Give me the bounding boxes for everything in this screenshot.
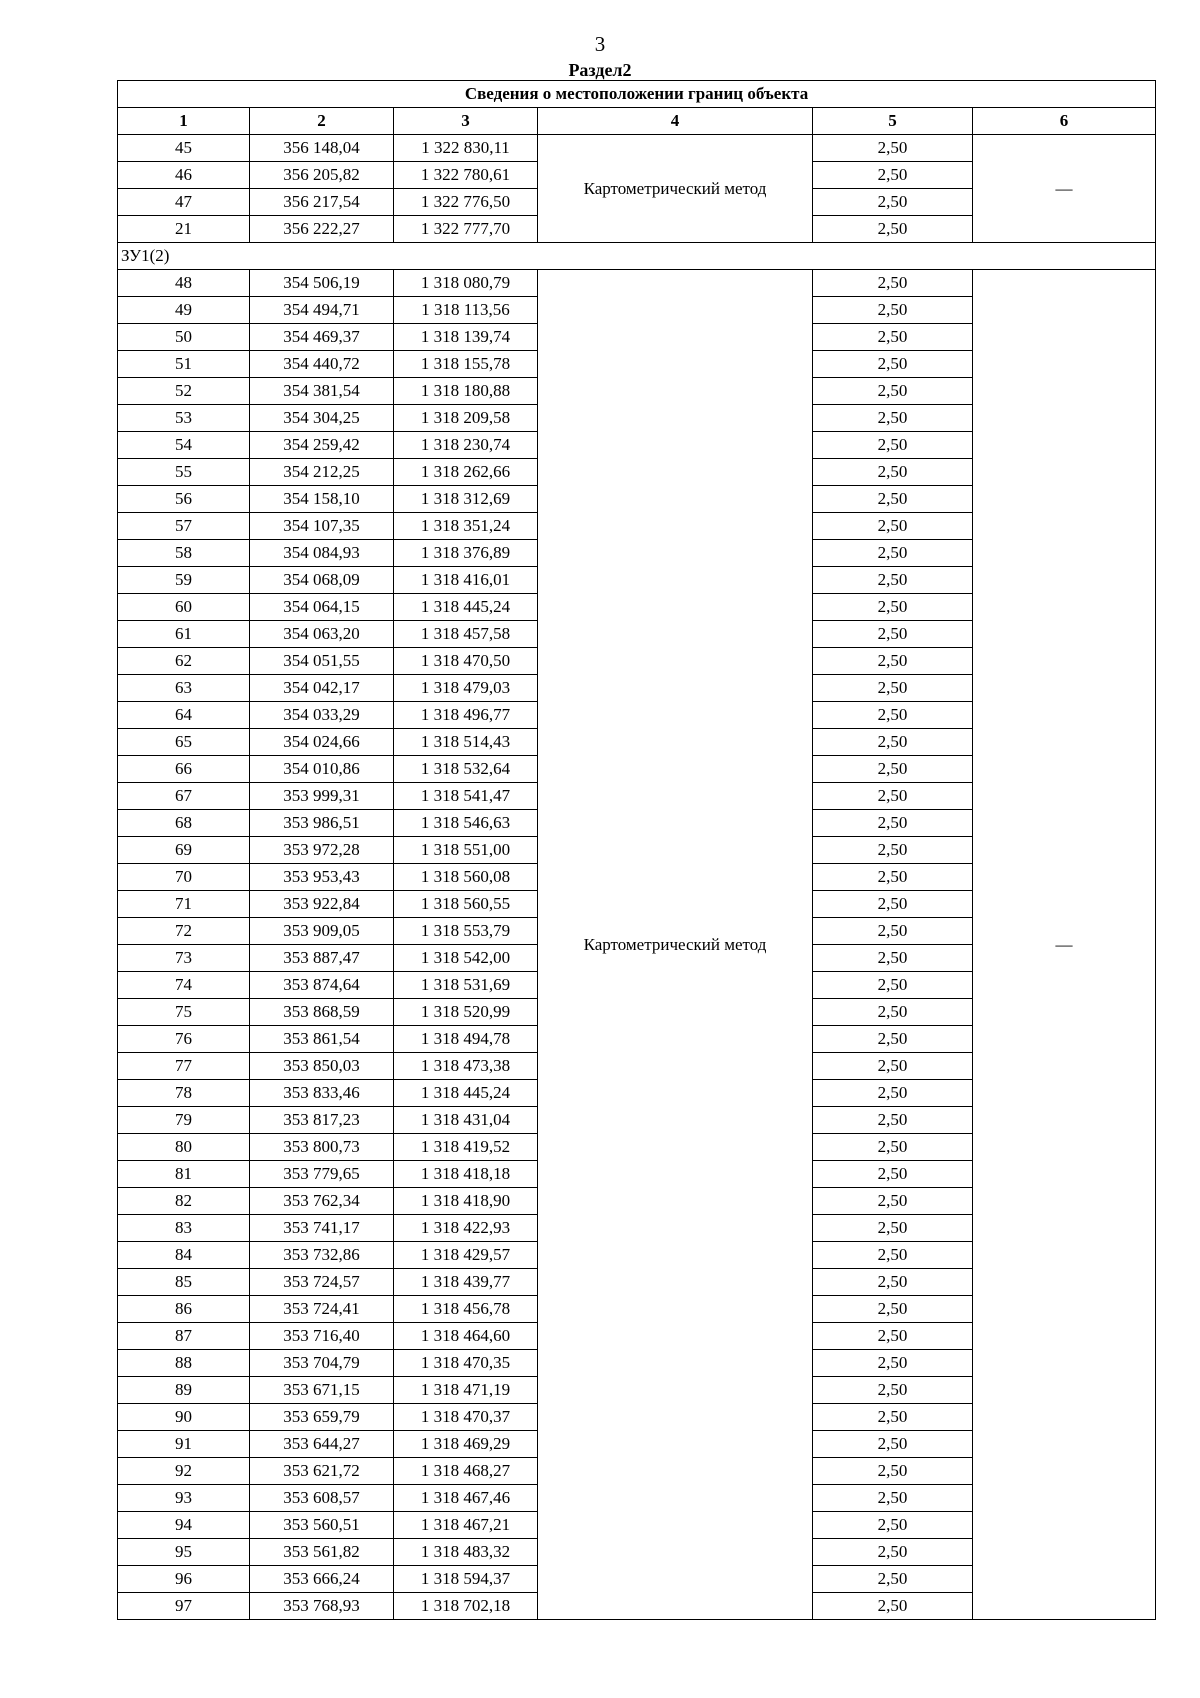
point-number-cell: 49 [118, 297, 250, 324]
y-coordinate-cell: 1 318 429,57 [394, 1242, 538, 1269]
x-coordinate-cell: 354 051,55 [250, 648, 394, 675]
y-coordinate-cell: 1 318 376,89 [394, 540, 538, 567]
accuracy-cell: 2,50 [813, 1512, 973, 1539]
x-coordinate-cell: 354 064,15 [250, 594, 394, 621]
x-coordinate-cell: 353 732,86 [250, 1242, 394, 1269]
x-coordinate-cell: 353 986,51 [250, 810, 394, 837]
accuracy-cell: 2,50 [813, 405, 973, 432]
accuracy-cell: 2,50 [813, 486, 973, 513]
accuracy-cell: 2,50 [813, 1215, 973, 1242]
point-number-cell: 46 [118, 162, 250, 189]
point-number-cell: 79 [118, 1107, 250, 1134]
x-coordinate-cell: 354 469,37 [250, 324, 394, 351]
table-caption-row [118, 81, 1156, 108]
column-header: 6 [973, 108, 1156, 135]
column-header: 4 [538, 108, 813, 135]
x-coordinate-cell: 356 222,27 [250, 216, 394, 243]
y-coordinate-cell: 1 318 560,55 [394, 891, 538, 918]
point-number-cell: 59 [118, 567, 250, 594]
x-coordinate-cell: 353 861,54 [250, 1026, 394, 1053]
y-coordinate-cell: 1 318 418,90 [394, 1188, 538, 1215]
point-number-cell: 55 [118, 459, 250, 486]
accuracy-cell: 2,50 [813, 945, 973, 972]
x-coordinate-cell: 354 107,35 [250, 513, 394, 540]
y-coordinate-cell: 1 318 551,00 [394, 837, 538, 864]
point-number-cell: 60 [118, 594, 250, 621]
x-coordinate-cell: 353 909,05 [250, 918, 394, 945]
point-number-cell: 93 [118, 1485, 250, 1512]
point-number-cell: 88 [118, 1350, 250, 1377]
y-coordinate-cell: 1 318 312,69 [394, 486, 538, 513]
x-coordinate-cell: 356 148,04 [250, 135, 394, 162]
x-coordinate-cell: 353 671,15 [250, 1377, 394, 1404]
y-coordinate-cell: 1 318 230,74 [394, 432, 538, 459]
accuracy-cell: 2,50 [813, 1377, 973, 1404]
y-coordinate-cell: 1 318 418,18 [394, 1161, 538, 1188]
column-header-row [118, 108, 1156, 135]
x-coordinate-cell: 353 560,51 [250, 1512, 394, 1539]
y-coordinate-cell: 1 318 139,74 [394, 324, 538, 351]
x-coordinate-cell: 353 817,23 [250, 1107, 394, 1134]
column-header: 5 [813, 108, 973, 135]
accuracy-cell: 2,50 [813, 864, 973, 891]
accuracy-cell: 2,50 [813, 891, 973, 918]
y-coordinate-cell: 1 318 594,37 [394, 1566, 538, 1593]
x-coordinate-cell: 354 212,25 [250, 459, 394, 486]
accuracy-cell: 2,50 [813, 702, 973, 729]
x-coordinate-cell: 354 024,66 [250, 729, 394, 756]
x-coordinate-cell: 356 217,54 [250, 189, 394, 216]
y-coordinate-cell: 1 322 777,70 [394, 216, 538, 243]
point-number-cell: 67 [118, 783, 250, 810]
point-number-cell: 66 [118, 756, 250, 783]
x-coordinate-cell: 353 800,73 [250, 1134, 394, 1161]
accuracy-cell: 2,50 [813, 135, 973, 162]
y-coordinate-cell: 1 318 468,27 [394, 1458, 538, 1485]
y-coordinate-cell: 1 318 479,03 [394, 675, 538, 702]
y-coordinate-cell: 1 318 431,04 [394, 1107, 538, 1134]
point-number-cell: 74 [118, 972, 250, 999]
group-label: ЗУ1(2) [118, 243, 1156, 270]
y-coordinate-cell: 1 318 180,88 [394, 378, 538, 405]
y-coordinate-cell: 1 318 514,43 [394, 729, 538, 756]
accuracy-cell: 2,50 [813, 918, 973, 945]
point-number-cell: 97 [118, 1593, 250, 1620]
accuracy-cell: 2,50 [813, 324, 973, 351]
method-cell: Картометрический метод [538, 270, 813, 1620]
y-coordinate-cell: 1 322 830,11 [394, 135, 538, 162]
point-number-cell: 68 [118, 810, 250, 837]
y-coordinate-cell: 1 318 553,79 [394, 918, 538, 945]
x-coordinate-cell: 353 666,24 [250, 1566, 394, 1593]
point-number-cell: 72 [118, 918, 250, 945]
point-number-cell: 53 [118, 405, 250, 432]
point-number-cell: 92 [118, 1458, 250, 1485]
x-coordinate-cell: 354 084,93 [250, 540, 394, 567]
y-coordinate-cell: 1 318 445,24 [394, 594, 538, 621]
accuracy-cell: 2,50 [813, 1404, 973, 1431]
accuracy-cell: 2,50 [813, 378, 973, 405]
x-coordinate-cell: 353 850,03 [250, 1053, 394, 1080]
point-number-cell: 75 [118, 999, 250, 1026]
point-number-cell: 87 [118, 1323, 250, 1350]
y-coordinate-cell: 1 318 470,50 [394, 648, 538, 675]
x-coordinate-cell: 354 381,54 [250, 378, 394, 405]
table-row [118, 270, 1156, 297]
accuracy-cell: 2,50 [813, 216, 973, 243]
accuracy-cell: 2,50 [813, 972, 973, 999]
point-number-cell: 21 [118, 216, 250, 243]
y-coordinate-cell: 1 318 546,63 [394, 810, 538, 837]
point-number-cell: 86 [118, 1296, 250, 1323]
y-coordinate-cell: 1 318 470,35 [394, 1350, 538, 1377]
accuracy-cell: 2,50 [813, 351, 973, 378]
point-number-cell: 94 [118, 1512, 250, 1539]
point-number-cell: 58 [118, 540, 250, 567]
point-number-cell: 77 [118, 1053, 250, 1080]
table-caption: Сведения о местоположении границ объекта [118, 81, 1156, 108]
x-coordinate-cell: 354 259,42 [250, 432, 394, 459]
x-coordinate-cell: 353 704,79 [250, 1350, 394, 1377]
point-number-cell: 95 [118, 1539, 250, 1566]
x-coordinate-cell: 353 724,57 [250, 1269, 394, 1296]
y-coordinate-cell: 1 318 471,19 [394, 1377, 538, 1404]
accuracy-cell: 2,50 [813, 270, 973, 297]
x-coordinate-cell: 353 644,27 [250, 1431, 394, 1458]
point-number-cell: 71 [118, 891, 250, 918]
table-row [118, 135, 1156, 162]
y-coordinate-cell: 1 318 483,32 [394, 1539, 538, 1566]
y-coordinate-cell: 1 318 419,52 [394, 1134, 538, 1161]
point-number-cell: 70 [118, 864, 250, 891]
group-label-row [118, 243, 1156, 270]
x-coordinate-cell: 353 762,34 [250, 1188, 394, 1215]
accuracy-cell: 2,50 [813, 675, 973, 702]
x-coordinate-cell: 353 741,17 [250, 1215, 394, 1242]
point-number-cell: 91 [118, 1431, 250, 1458]
y-coordinate-cell: 1 318 520,99 [394, 999, 538, 1026]
x-coordinate-cell: 354 063,20 [250, 621, 394, 648]
point-number-cell: 52 [118, 378, 250, 405]
section-title: Раздел2 [568, 60, 632, 80]
x-coordinate-cell: 354 506,19 [250, 270, 394, 297]
accuracy-cell: 2,50 [813, 594, 973, 621]
accuracy-cell: 2,50 [813, 567, 973, 594]
accuracy-cell: 2,50 [813, 1269, 973, 1296]
accuracy-cell: 2,50 [813, 756, 973, 783]
y-coordinate-cell: 1 322 780,61 [394, 162, 538, 189]
x-coordinate-cell: 353 833,46 [250, 1080, 394, 1107]
point-number-cell: 65 [118, 729, 250, 756]
accuracy-cell: 2,50 [813, 1107, 973, 1134]
x-coordinate-cell: 353 779,65 [250, 1161, 394, 1188]
y-coordinate-cell: 1 318 445,24 [394, 1080, 538, 1107]
column-header: 1 [118, 108, 250, 135]
y-coordinate-cell: 1 318 209,58 [394, 405, 538, 432]
y-coordinate-cell: 1 318 469,29 [394, 1431, 538, 1458]
y-coordinate-cell: 1 318 456,78 [394, 1296, 538, 1323]
accuracy-cell: 2,50 [813, 1134, 973, 1161]
point-number-cell: 73 [118, 945, 250, 972]
x-coordinate-cell: 354 068,09 [250, 567, 394, 594]
x-coordinate-cell: 354 304,25 [250, 405, 394, 432]
note-cell: — [973, 135, 1156, 243]
accuracy-cell: 2,50 [813, 513, 973, 540]
y-coordinate-cell: 1 318 457,58 [394, 621, 538, 648]
x-coordinate-cell: 353 972,28 [250, 837, 394, 864]
point-number-cell: 50 [118, 324, 250, 351]
point-number-cell: 57 [118, 513, 250, 540]
accuracy-cell: 2,50 [813, 1593, 973, 1620]
x-coordinate-cell: 353 716,40 [250, 1323, 394, 1350]
point-number-cell: 69 [118, 837, 250, 864]
x-coordinate-cell: 354 494,71 [250, 297, 394, 324]
y-coordinate-cell: 1 318 702,18 [394, 1593, 538, 1620]
accuracy-cell: 2,50 [813, 1350, 973, 1377]
x-coordinate-cell: 353 922,84 [250, 891, 394, 918]
accuracy-cell: 2,50 [813, 189, 973, 216]
y-coordinate-cell: 1 318 473,38 [394, 1053, 538, 1080]
y-coordinate-cell: 1 318 113,56 [394, 297, 538, 324]
note-cell: — [973, 270, 1156, 1620]
accuracy-cell: 2,50 [813, 459, 973, 486]
accuracy-cell: 2,50 [813, 1053, 973, 1080]
point-number-cell: 90 [118, 1404, 250, 1431]
x-coordinate-cell: 354 042,17 [250, 675, 394, 702]
y-coordinate-cell: 1 318 532,64 [394, 756, 538, 783]
y-coordinate-cell: 1 318 560,08 [394, 864, 538, 891]
boundaries-table [117, 80, 1156, 1620]
accuracy-cell: 2,50 [813, 1485, 973, 1512]
column-header: 2 [250, 108, 394, 135]
y-coordinate-cell: 1 318 542,00 [394, 945, 538, 972]
x-coordinate-cell: 353 659,79 [250, 1404, 394, 1431]
accuracy-cell: 2,50 [813, 162, 973, 189]
accuracy-cell: 2,50 [813, 837, 973, 864]
y-coordinate-cell: 1 318 470,37 [394, 1404, 538, 1431]
point-number-cell: 85 [118, 1269, 250, 1296]
y-coordinate-cell: 1 318 422,93 [394, 1215, 538, 1242]
point-number-cell: 81 [118, 1161, 250, 1188]
accuracy-cell: 2,50 [813, 621, 973, 648]
point-number-cell: 62 [118, 648, 250, 675]
accuracy-cell: 2,50 [813, 783, 973, 810]
y-coordinate-cell: 1 318 496,77 [394, 702, 538, 729]
x-coordinate-cell: 356 205,82 [250, 162, 394, 189]
x-coordinate-cell: 354 033,29 [250, 702, 394, 729]
y-coordinate-cell: 1 318 439,77 [394, 1269, 538, 1296]
method-cell: Картометрический метод [538, 135, 813, 243]
x-coordinate-cell: 353 887,47 [250, 945, 394, 972]
x-coordinate-cell: 353 561,82 [250, 1539, 394, 1566]
accuracy-cell: 2,50 [813, 810, 973, 837]
point-number-cell: 47 [118, 189, 250, 216]
y-coordinate-cell: 1 318 541,47 [394, 783, 538, 810]
y-coordinate-cell: 1 318 080,79 [394, 270, 538, 297]
point-number-cell: 61 [118, 621, 250, 648]
accuracy-cell: 2,50 [813, 999, 973, 1026]
point-number-cell: 63 [118, 675, 250, 702]
accuracy-cell: 2,50 [813, 432, 973, 459]
accuracy-cell: 2,50 [813, 297, 973, 324]
y-coordinate-cell: 1 318 464,60 [394, 1323, 538, 1350]
x-coordinate-cell: 354 010,86 [250, 756, 394, 783]
accuracy-cell: 2,50 [813, 729, 973, 756]
accuracy-cell: 2,50 [813, 1026, 973, 1053]
y-coordinate-cell: 1 318 416,01 [394, 567, 538, 594]
y-coordinate-cell: 1 318 351,24 [394, 513, 538, 540]
accuracy-cell: 2,50 [813, 1188, 973, 1215]
x-coordinate-cell: 353 868,59 [250, 999, 394, 1026]
x-coordinate-cell: 354 440,72 [250, 351, 394, 378]
x-coordinate-cell: 353 608,57 [250, 1485, 394, 1512]
point-number-cell: 48 [118, 270, 250, 297]
accuracy-cell: 2,50 [813, 1242, 973, 1269]
accuracy-cell: 2,50 [813, 1539, 973, 1566]
accuracy-cell: 2,50 [813, 1431, 973, 1458]
point-number-cell: 56 [118, 486, 250, 513]
point-number-cell: 76 [118, 1026, 250, 1053]
accuracy-cell: 2,50 [813, 1323, 973, 1350]
accuracy-cell: 2,50 [813, 1080, 973, 1107]
x-coordinate-cell: 353 768,93 [250, 1593, 394, 1620]
point-number-cell: 54 [118, 432, 250, 459]
accuracy-cell: 2,50 [813, 1161, 973, 1188]
point-number-cell: 78 [118, 1080, 250, 1107]
accuracy-cell: 2,50 [813, 540, 973, 567]
point-number-cell: 84 [118, 1242, 250, 1269]
accuracy-cell: 2,50 [813, 1566, 973, 1593]
accuracy-cell: 2,50 [813, 1296, 973, 1323]
x-coordinate-cell: 353 874,64 [250, 972, 394, 999]
y-coordinate-cell: 1 318 531,69 [394, 972, 538, 999]
point-number-cell: 45 [118, 135, 250, 162]
point-number-cell: 89 [118, 1377, 250, 1404]
x-coordinate-cell: 353 621,72 [250, 1458, 394, 1485]
y-coordinate-cell: 1 318 262,66 [394, 459, 538, 486]
point-number-cell: 80 [118, 1134, 250, 1161]
y-coordinate-cell: 1 318 467,21 [394, 1512, 538, 1539]
x-coordinate-cell: 353 953,43 [250, 864, 394, 891]
page-number: 3 [594, 32, 606, 56]
point-number-cell: 64 [118, 702, 250, 729]
point-number-cell: 83 [118, 1215, 250, 1242]
point-number-cell: 82 [118, 1188, 250, 1215]
accuracy-cell: 2,50 [813, 1458, 973, 1485]
y-coordinate-cell: 1 318 155,78 [394, 351, 538, 378]
y-coordinate-cell: 1 322 776,50 [394, 189, 538, 216]
x-coordinate-cell: 353 724,41 [250, 1296, 394, 1323]
point-number-cell: 51 [118, 351, 250, 378]
x-coordinate-cell: 354 158,10 [250, 486, 394, 513]
y-coordinate-cell: 1 318 467,46 [394, 1485, 538, 1512]
accuracy-cell: 2,50 [813, 648, 973, 675]
point-number-cell: 96 [118, 1566, 250, 1593]
y-coordinate-cell: 1 318 494,78 [394, 1026, 538, 1053]
column-header: 3 [394, 108, 538, 135]
x-coordinate-cell: 353 999,31 [250, 783, 394, 810]
